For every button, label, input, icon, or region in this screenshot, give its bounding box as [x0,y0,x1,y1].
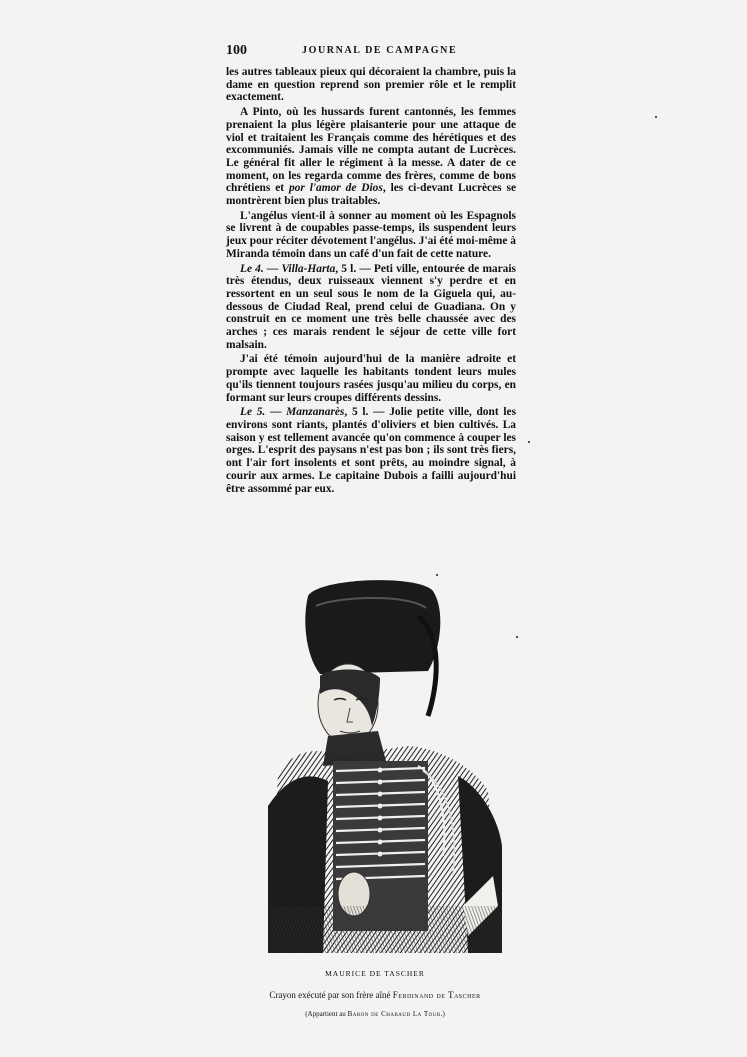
paragraph-text: , les ci-devant Lucrèces se montrèrent bien plus traitables. [226,182,517,208]
entry-distance: , 5 l. — [344,406,385,419]
italic-phrase: por l'amor de Dios [288,182,383,195]
paragraph: Le 4. — Villa-Harta, 5 l. — Peti ville, entourée de marais très étendus, deux ruisseaux viennent s'y perdre et en ressortent en un seul sous le nom de la Giguela qui, au-dessous de Ciudad Real, prend celui de Guadiana. On y construit en ce moment une très belle chaussée avec des arches ; ces marais rendent le séjour de cette ville fort malsain. [226,262,516,351]
portrait-caption-owner [190,1010,560,1018]
caption-text: .) [440,1010,445,1018]
paragraph: Le 5. — Manzanarès, 5 l. — Jolie petite ville, dont les environs sont riants, plantés d'oliviers et bien cultivés. La saison y est tellement avancée qu'on commence à couper les orges. L'esprit des paysans n'est pas bon ; ils sont très fiers, ont l'air fort insolents et sont prêts, au moindre signal, à courir aux armes. Le capitaine Dubois a failli aujourd'hui être assommé par eux. [226,406,516,495]
entry-distance: , 5 l. — [335,262,371,275]
ink-speck [528,441,530,443]
ink-speck [436,574,438,576]
running-title: JOURNAL DE CAMPAGNE [302,45,458,56]
paragraph-text: Peti ville, entourée de marais très étendus, deux ruisseaux viennent s'y perdre et en ressortent en un seul sous le nom de la Giguela qui, au-dessous de Ciudad Real, prend celui de Guadiana. On y construit en ce moment une très belle chaussée avec des arches ; ces marais rendent le séjour de cette ville fort malsain. [226,262,516,351]
paragraph [226,106,516,208]
ink-speck [655,116,657,118]
entry-place: Villa-Harta [281,262,336,275]
body-text [226,66,516,497]
page-number: 100 [226,43,247,58]
ink-speck [516,636,518,638]
entry-date: Le 4. [240,262,264,275]
caption-owner-name: Baron de Chabaud La Tour [347,1010,441,1018]
caption-artist-name: Ferdinand de Tascher [392,990,481,1000]
paragraph: L'angélus vient-il à sonner au moment où les Espagnols se livrent à de coupables passe-temps, ils suspendent leurs jeux pour réciter dévotement l'angélus. J'ai été moi-même à Miranda témoin dans un café d'un fait de cette nature. [226,209,516,260]
paragraph-text: Jolie petite ville, dont les environs sont riants, plantés d'oliviers et bien cultivés. La saison y est tellement avancée qu'on commence à couper les orges. L'esprit des paysans n'est pas bon ; ils sont très fiers, ont l'air fort insolents et sont prêts, au moindre signal, à courir aux armes. Le capitaine Dubois a failli aujourd'hui être assommé par eux. [226,406,516,495]
page-header [226,43,516,61]
paragraph: les autres tableaux pieux qui décoraient la chambre, puis la dame en question reprend son premier rôle et le remplit exactement. [226,66,516,104]
paragraph: J'ai été témoin aujourd'hui de la manière adroite et prompte avec laquelle les habitants tondent leurs mules qu'ils tiennent toujours rasées jusqu'au milieu du corps, en formant sur leurs croupes différents dessins. [226,353,516,404]
caption-text: (Appartient au [305,1010,346,1018]
portrait-caption-credit [190,990,560,1000]
entry-place: Manzanarès [286,406,345,419]
portrait-illustration [268,576,502,953]
busby-hat [305,580,440,674]
entry-date: Le 5. [240,406,266,419]
paragraph-text: A Pinto, où les hussards furent cantonnés, les femmes prenaient la plus légère plaisanterie pour une attaque de viol et traitaient les Français comme des hérétiques et des excommuniés. Jamais ville ne compta autant de Lucrèces. Le général fit aller le régiment à la messe. A dater de ce moment, on les regarda comme des frères, comme de bons chrétiens et [226,106,516,195]
portrait-caption-name: MAURICE DE TASCHER [325,969,425,978]
caption-text: Crayon exécuté par son frère aîné [269,990,391,1000]
